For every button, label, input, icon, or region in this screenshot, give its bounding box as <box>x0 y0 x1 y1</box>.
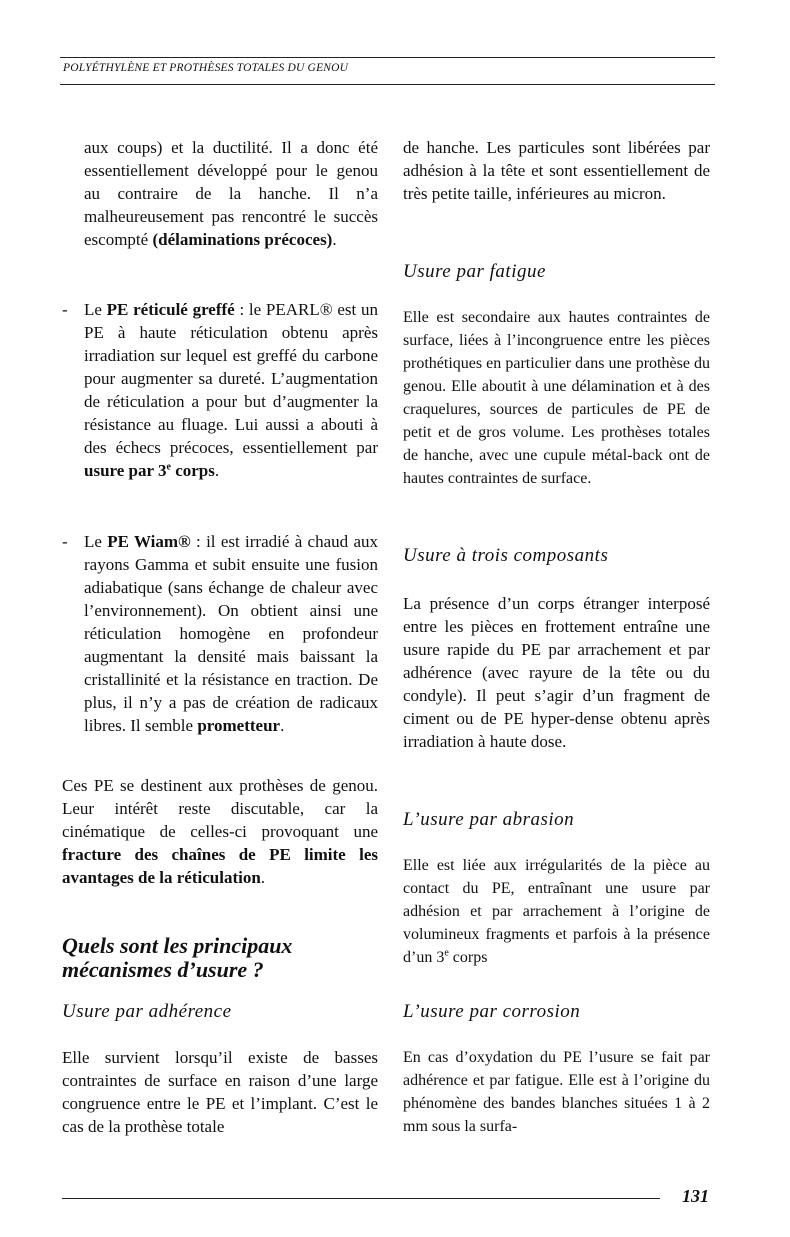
subheading-usure-fatigue: Usure par fatigue <box>403 261 546 282</box>
paragraph-corrosion: En cas d’oxydation du PE l’usure se fait par adhérence et par fatigue. Elle est à l’origine du phénomène des bandes blanches situées 1 à 2 mm sous la surfa- <box>403 1049 710 1135</box>
subheading-usure-abrasion: L’usure par abrasion <box>403 809 575 830</box>
paragraph-abrasion: Elle est liée aux irrégularités de la pièce au contact du PE, entraînant une usure par adhésion et par arrachement à l’origine de volumineux fragments et parfois à la présence d’un 3e corps <box>403 857 710 966</box>
running-header: POLYÉTHYLÈNE ET PROTHÈSES TOTALES DU GENOU <box>63 62 349 74</box>
bullet-dash: - <box>62 300 68 319</box>
header-top-rule <box>60 57 715 58</box>
paragraph-adherence: Elle survient lorsqu’il existe de basses contraintes de surface en raison d’une large congruence entre le PE et l’implant. C’est le cas de la prothèse totale <box>62 1048 378 1136</box>
subheading-usure-corrosion: L’usure par corrosion <box>403 1001 581 1022</box>
paragraph-ces-pe: Ces PE se destinent aux prothèses de genou. Leur intérêt reste discutable, car la cinématique de celles-ci provoquant une fracture des chaînes de PE limite les avantages de la réticulation. <box>62 776 378 887</box>
subheading-usure-trois-composants: Usure à trois composants <box>403 545 609 566</box>
paragraph-trois-composants: La présence d’un corps étranger interposé entre les pièces en frottement entraîne une usure rapide du PE par arrachement et par adhérence (avec rayure de la tête ou du condyle). Il peut s’agir d’un fragment de ciment ou de PE hyper-dense obtenu après irradiation à haute dose. <box>403 594 710 751</box>
page-number: 131 <box>682 1186 709 1206</box>
left-intro-paragraph: aux coups) et la ductilité. Il a donc été essentiellement développé pour le genou au contraire de la hanche. Il n’a malheureusement pas rencontré le succès escompté (délaminations précoces). <box>84 138 378 249</box>
paragraph-fatigue: Elle est secondaire aux hautes contraintes de surface, liées à l’incongruence entre les pièces prothétiques en particulier dans une prothèse du genou. Elle aboutit à une délamination et à des craquelures, sources de particules de PE de petit et de gros volume. Les prothèses totales de hanche, avec une cupule métal-back ont de hautes contraintes de surface. <box>403 309 710 487</box>
bullet-dash: - <box>62 532 68 551</box>
section-heading-mecanismes: Quels sont les principaux mécanismes d’usure ? <box>62 933 293 982</box>
right-paragraph-hanche: de hanche. Les particules sont libérées par adhésion à la tête et sont essentiellement de très petite taille, inférieures au micron. <box>403 138 710 203</box>
subheading-usure-adherence: Usure par adhérence <box>62 1001 232 1022</box>
footer-rule <box>62 1198 660 1199</box>
bullet-pe-wiam: - Le PE Wiam® : il est irradié à chaud aux rayons Gamma et subit ensuite une fusion adiabatique (sans échange de chaleur avec l’environnement). On obtient ainsi une réticulation homogène en profondeur augmentant la densité mais baissant la cristallinité et la résistance en traction. De plus, il n’y a pas de création de radicaux libres. Il semble prometteur. <box>62 532 378 735</box>
header-bottom-rule <box>60 84 715 85</box>
bullet-pe-reticule-greffe: - Le PE réticulé greffé : le PEARL® est un PE à haute réticulation obtenu après irradiation sur lequel est greffé du carbone pour augmenter sa dureté. L’augmentation de réticulation a pour but d’augmenter la résistance au fluage. Lui aussi a abouti à des échecs précoces, essentiellement par usure par 3e corps. <box>62 300 378 480</box>
